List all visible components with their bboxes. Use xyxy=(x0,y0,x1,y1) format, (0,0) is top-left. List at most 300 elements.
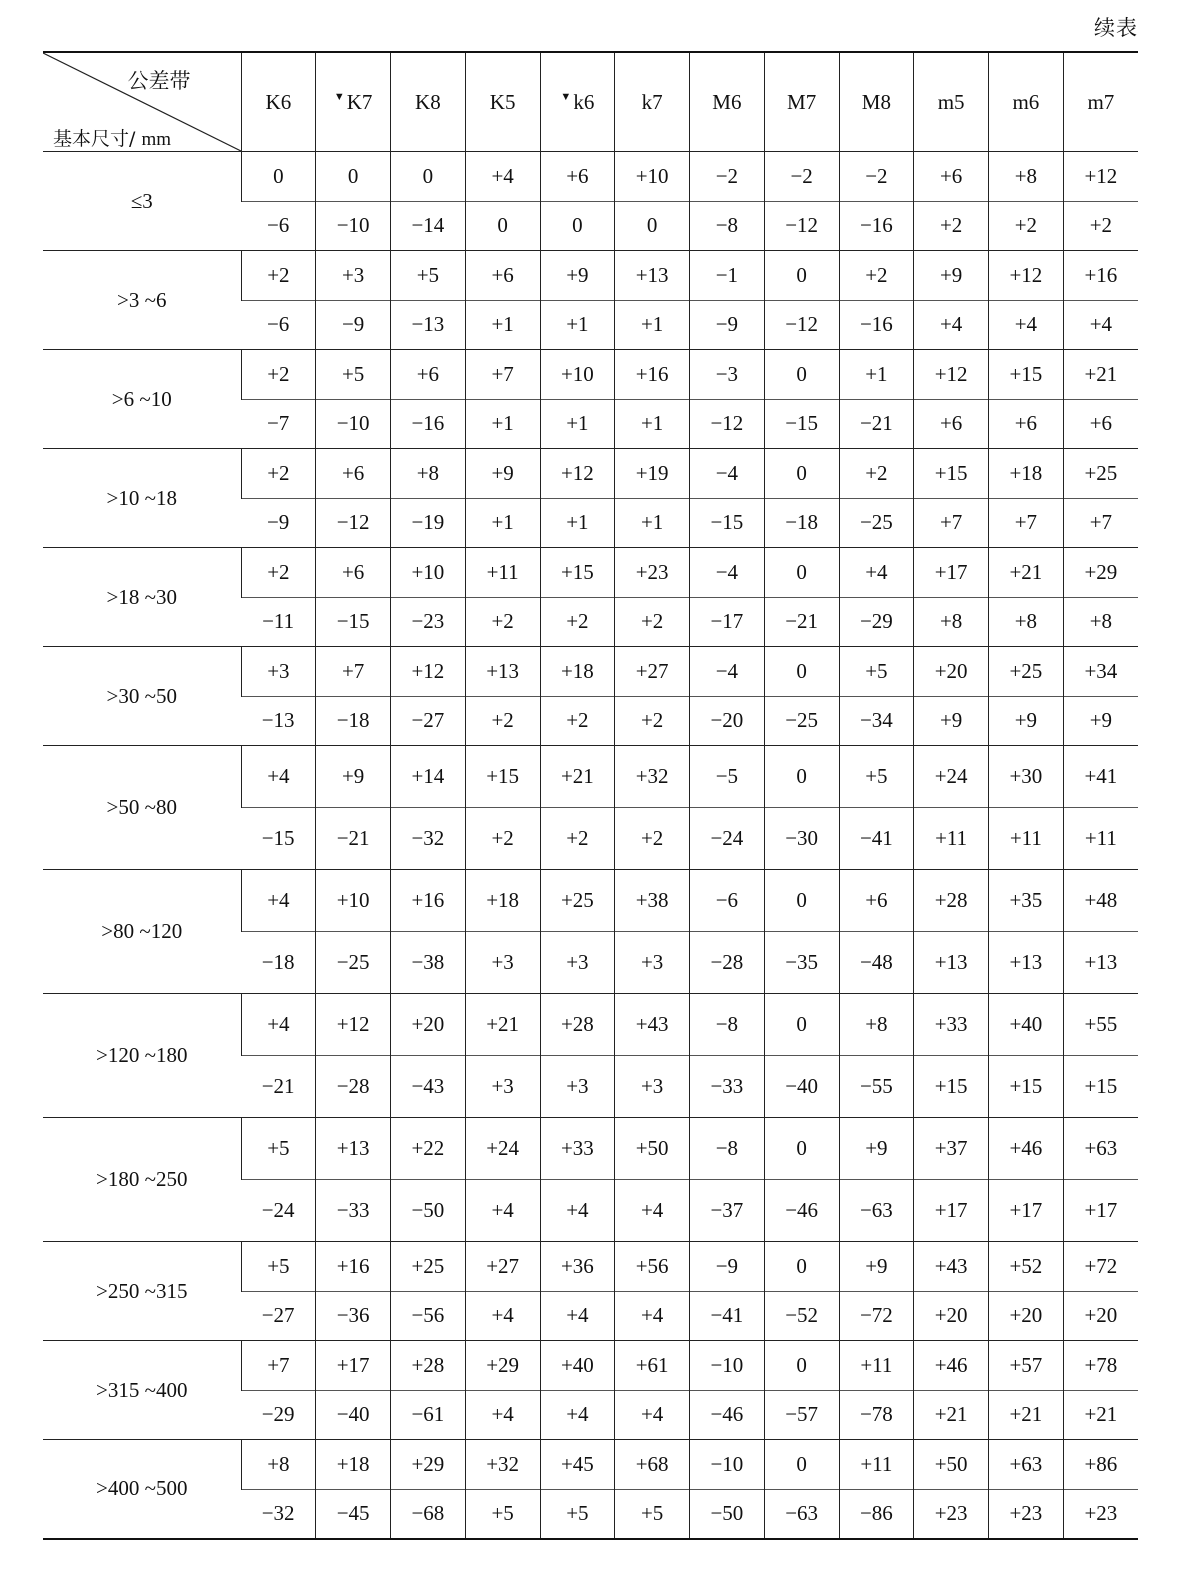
upper-deviation-cell: +72 xyxy=(1063,1242,1138,1292)
upper-deviation-cell: +15 xyxy=(914,449,989,499)
lower-deviation-cell: −30 xyxy=(764,808,839,870)
upper-deviation-cell: 0 xyxy=(391,152,466,202)
lower-deviation-cell: +4 xyxy=(615,1291,690,1341)
lower-deviation-cell: +1 xyxy=(615,498,690,548)
lower-deviation-cell: +4 xyxy=(465,1390,540,1440)
lower-deviation-cell: +2 xyxy=(914,201,989,251)
lower-deviation-cell: +23 xyxy=(989,1489,1064,1539)
column-header xyxy=(989,52,1064,152)
column-header xyxy=(241,52,316,152)
lower-deviation-cell: −29 xyxy=(839,597,914,647)
lower-deviation-cell: −25 xyxy=(839,498,914,548)
upper-deviation-cell: +21 xyxy=(465,994,540,1056)
upper-deviation-cell: −9 xyxy=(690,1242,765,1292)
lower-deviation-cell: −27 xyxy=(241,1291,316,1341)
lower-deviation-cell: −40 xyxy=(764,1056,839,1118)
lower-deviation-cell: +13 xyxy=(989,932,1064,994)
lower-deviation-cell: −28 xyxy=(690,932,765,994)
lower-deviation-cell: +2 xyxy=(540,808,615,870)
upper-deviation-cell: +6 xyxy=(391,350,466,400)
upper-deviation-cell: +5 xyxy=(839,647,914,697)
upper-deviation-cell: +25 xyxy=(540,870,615,932)
upper-deviation-cell: +78 xyxy=(1063,1341,1138,1391)
lower-deviation-cell: −20 xyxy=(690,696,765,746)
lower-deviation-cell: +9 xyxy=(1063,696,1138,746)
upper-deviation-cell: 0 xyxy=(764,870,839,932)
table-row-upper xyxy=(43,870,1138,932)
basic-size-cell: >30 ~50 xyxy=(43,647,241,746)
upper-deviation-cell: +43 xyxy=(914,1242,989,1292)
column-header-label: k6 xyxy=(573,89,595,114)
upper-deviation-cell: +48 xyxy=(1063,870,1138,932)
lower-deviation-cell: +9 xyxy=(914,696,989,746)
lower-deviation-cell: −48 xyxy=(839,932,914,994)
table-body xyxy=(43,152,1138,1539)
upper-deviation-cell: +86 xyxy=(1063,1440,1138,1490)
upper-deviation-cell: +32 xyxy=(465,1440,540,1490)
upper-deviation-cell: +17 xyxy=(316,1341,391,1391)
upper-deviation-cell: 0 xyxy=(764,350,839,400)
lower-deviation-cell: −10 xyxy=(316,201,391,251)
lower-deviation-cell: +2 xyxy=(615,597,690,647)
upper-deviation-cell: +10 xyxy=(391,548,466,598)
lower-deviation-cell: +5 xyxy=(465,1489,540,1539)
lower-deviation-cell: −19 xyxy=(391,498,466,548)
basic-size-cell: >50 ~80 xyxy=(43,746,241,870)
upper-deviation-cell: +13 xyxy=(465,647,540,697)
upper-deviation-cell: +52 xyxy=(989,1242,1064,1292)
lower-deviation-cell: −43 xyxy=(391,1056,466,1118)
upper-deviation-cell: +20 xyxy=(914,647,989,697)
upper-deviation-cell: +68 xyxy=(615,1440,690,1490)
upper-deviation-cell: +29 xyxy=(1063,548,1138,598)
upper-deviation-cell: +1 xyxy=(839,350,914,400)
column-header xyxy=(914,52,989,152)
upper-deviation-cell: +5 xyxy=(316,350,391,400)
upper-deviation-cell: +8 xyxy=(989,152,1064,202)
upper-deviation-cell: +2 xyxy=(839,251,914,301)
upper-deviation-cell: +13 xyxy=(615,251,690,301)
upper-deviation-cell: +5 xyxy=(391,251,466,301)
lower-deviation-cell: +1 xyxy=(465,300,540,350)
upper-deviation-cell: +40 xyxy=(540,1341,615,1391)
upper-deviation-cell: +10 xyxy=(540,350,615,400)
column-header-label: M6 xyxy=(712,89,742,114)
lower-deviation-cell: −12 xyxy=(690,399,765,449)
lower-deviation-cell: −29 xyxy=(241,1390,316,1440)
upper-deviation-cell: +12 xyxy=(391,647,466,697)
upper-deviation-cell: +8 xyxy=(241,1440,316,1490)
upper-deviation-cell: +55 xyxy=(1063,994,1138,1056)
upper-deviation-cell: +2 xyxy=(241,251,316,301)
upper-deviation-cell: +9 xyxy=(914,251,989,301)
lower-deviation-cell: −11 xyxy=(241,597,316,647)
lower-deviation-cell: +8 xyxy=(989,597,1064,647)
lower-deviation-cell: −78 xyxy=(839,1390,914,1440)
column-header-label: m6 xyxy=(1012,89,1040,114)
lower-deviation-cell: −63 xyxy=(764,1489,839,1539)
upper-deviation-cell: +2 xyxy=(241,449,316,499)
lower-deviation-cell: +1 xyxy=(540,498,615,548)
upper-deviation-cell: +27 xyxy=(615,647,690,697)
upper-deviation-cell: +9 xyxy=(839,1242,914,1292)
upper-deviation-cell: +45 xyxy=(540,1440,615,1490)
lower-deviation-cell: +3 xyxy=(615,1056,690,1118)
lower-deviation-cell: −21 xyxy=(764,597,839,647)
upper-deviation-cell: 0 xyxy=(764,1341,839,1391)
lower-deviation-cell: −38 xyxy=(391,932,466,994)
column-header xyxy=(316,52,391,152)
basic-size-cell: ≤3 xyxy=(43,152,241,251)
upper-deviation-cell: +21 xyxy=(540,746,615,808)
upper-deviation-cell: +36 xyxy=(540,1242,615,1292)
upper-deviation-cell: +25 xyxy=(1063,449,1138,499)
table-row-upper xyxy=(43,1118,1138,1180)
upper-deviation-cell: +5 xyxy=(241,1118,316,1180)
lower-deviation-cell: +17 xyxy=(914,1180,989,1242)
lower-deviation-cell: −86 xyxy=(839,1489,914,1539)
lower-deviation-cell: +4 xyxy=(914,300,989,350)
table-row-upper xyxy=(43,350,1138,400)
upper-deviation-cell: +3 xyxy=(316,251,391,301)
upper-deviation-cell: +12 xyxy=(540,449,615,499)
column-header-label: m5 xyxy=(937,89,965,114)
lower-deviation-cell: −14 xyxy=(391,201,466,251)
lower-deviation-cell: −63 xyxy=(839,1180,914,1242)
upper-deviation-cell: +9 xyxy=(839,1118,914,1180)
upper-deviation-cell: +27 xyxy=(465,1242,540,1292)
lower-deviation-cell: +4 xyxy=(615,1180,690,1242)
upper-deviation-cell: +4 xyxy=(465,152,540,202)
lower-deviation-cell: −18 xyxy=(764,498,839,548)
upper-deviation-cell: +4 xyxy=(839,548,914,598)
preferred-marker-icon: ▼ xyxy=(560,90,572,103)
basic-size-cell: >315 ~400 xyxy=(43,1341,241,1440)
lower-deviation-cell: −12 xyxy=(764,300,839,350)
upper-deviation-cell: +12 xyxy=(914,350,989,400)
lower-deviation-cell: −24 xyxy=(241,1180,316,1242)
lower-deviation-cell: +13 xyxy=(914,932,989,994)
upper-deviation-cell: −3 xyxy=(690,350,765,400)
column-header xyxy=(1063,52,1138,152)
lower-deviation-cell: −7 xyxy=(241,399,316,449)
column-header-label: M7 xyxy=(787,89,817,114)
lower-deviation-cell: −50 xyxy=(690,1489,765,1539)
lower-deviation-cell: +15 xyxy=(1063,1056,1138,1118)
lower-deviation-cell: +5 xyxy=(540,1489,615,1539)
upper-deviation-cell: −4 xyxy=(690,548,765,598)
lower-deviation-cell: −33 xyxy=(690,1056,765,1118)
table-row-upper xyxy=(43,1440,1138,1490)
lower-deviation-cell: −15 xyxy=(690,498,765,548)
upper-deviation-cell: +6 xyxy=(914,152,989,202)
lower-deviation-cell: 0 xyxy=(540,201,615,251)
upper-deviation-cell: +16 xyxy=(391,870,466,932)
lower-deviation-cell: −36 xyxy=(316,1291,391,1341)
upper-deviation-cell: −8 xyxy=(690,1118,765,1180)
upper-deviation-cell: +6 xyxy=(839,870,914,932)
upper-deviation-cell: −2 xyxy=(839,152,914,202)
tolerance-zone-label: 公差带 xyxy=(127,69,191,93)
lower-deviation-cell: −6 xyxy=(241,300,316,350)
upper-deviation-cell: +24 xyxy=(465,1118,540,1180)
upper-deviation-cell: 0 xyxy=(764,1242,839,1292)
lower-deviation-cell: −13 xyxy=(391,300,466,350)
upper-deviation-cell: +16 xyxy=(316,1242,391,1292)
lower-deviation-cell: −10 xyxy=(316,399,391,449)
upper-deviation-cell: +6 xyxy=(316,449,391,499)
column-header-label: K7 xyxy=(346,89,373,114)
lower-deviation-cell: −12 xyxy=(316,498,391,548)
lower-deviation-cell: −25 xyxy=(316,932,391,994)
lower-deviation-cell: −50 xyxy=(391,1180,466,1242)
lower-deviation-cell: −8 xyxy=(690,201,765,251)
lower-deviation-cell: −13 xyxy=(241,696,316,746)
upper-deviation-cell: 0 xyxy=(764,994,839,1056)
upper-deviation-cell: +46 xyxy=(914,1341,989,1391)
upper-deviation-cell: +33 xyxy=(540,1118,615,1180)
upper-deviation-cell: +18 xyxy=(316,1440,391,1490)
lower-deviation-cell: +21 xyxy=(989,1390,1064,1440)
lower-deviation-cell: +15 xyxy=(989,1056,1064,1118)
lower-deviation-cell: −41 xyxy=(839,808,914,870)
upper-deviation-cell: +41 xyxy=(1063,746,1138,808)
upper-deviation-cell: 0 xyxy=(764,746,839,808)
upper-deviation-cell: +11 xyxy=(839,1341,914,1391)
basic-size-cell: >250 ~315 xyxy=(43,1242,241,1341)
lower-deviation-cell: +1 xyxy=(540,399,615,449)
lower-deviation-cell: +15 xyxy=(914,1056,989,1118)
lower-deviation-cell: +21 xyxy=(914,1390,989,1440)
upper-deviation-cell: +6 xyxy=(540,152,615,202)
lower-deviation-cell: −46 xyxy=(690,1390,765,1440)
upper-deviation-cell: +43 xyxy=(615,994,690,1056)
upper-deviation-cell: +22 xyxy=(391,1118,466,1180)
lower-deviation-cell: +20 xyxy=(1063,1291,1138,1341)
lower-deviation-cell: −16 xyxy=(391,399,466,449)
lower-deviation-cell: +2 xyxy=(615,808,690,870)
lower-deviation-cell: 0 xyxy=(465,201,540,251)
upper-deviation-cell: 0 xyxy=(241,152,316,202)
upper-deviation-cell: +8 xyxy=(839,994,914,1056)
upper-deviation-cell: +7 xyxy=(465,350,540,400)
upper-deviation-cell: +11 xyxy=(839,1440,914,1490)
upper-deviation-cell: +61 xyxy=(615,1341,690,1391)
upper-deviation-cell: −4 xyxy=(690,449,765,499)
lower-deviation-cell: −27 xyxy=(391,696,466,746)
lower-deviation-cell: −9 xyxy=(690,300,765,350)
upper-deviation-cell: +46 xyxy=(989,1118,1064,1180)
lower-deviation-cell: +1 xyxy=(615,399,690,449)
upper-deviation-cell: +29 xyxy=(391,1440,466,1490)
lower-deviation-cell: +11 xyxy=(914,808,989,870)
column-header xyxy=(764,52,839,152)
basic-size-cell: >10 ~18 xyxy=(43,449,241,548)
lower-deviation-cell: −37 xyxy=(690,1180,765,1242)
lower-deviation-cell: +6 xyxy=(1063,399,1138,449)
upper-deviation-cell: +15 xyxy=(465,746,540,808)
lower-deviation-cell: +4 xyxy=(540,1291,615,1341)
basic-size-label: 基本尺寸/ mm xyxy=(53,128,172,150)
upper-deviation-cell: −2 xyxy=(764,152,839,202)
upper-deviation-cell: +29 xyxy=(465,1341,540,1391)
upper-deviation-cell: +63 xyxy=(1063,1118,1138,1180)
lower-deviation-cell: −28 xyxy=(316,1056,391,1118)
lower-deviation-cell: +13 xyxy=(1063,932,1138,994)
table-row-upper xyxy=(43,548,1138,598)
table-row-upper xyxy=(43,1341,1138,1391)
upper-deviation-cell: +28 xyxy=(391,1341,466,1391)
lower-deviation-cell: +4 xyxy=(989,300,1064,350)
lower-deviation-cell: +2 xyxy=(465,597,540,647)
upper-deviation-cell: +34 xyxy=(1063,647,1138,697)
lower-deviation-cell: −24 xyxy=(690,808,765,870)
lower-deviation-cell: +3 xyxy=(465,932,540,994)
upper-deviation-cell: +5 xyxy=(241,1242,316,1292)
lower-deviation-cell: +3 xyxy=(615,932,690,994)
lower-deviation-cell: +4 xyxy=(1063,300,1138,350)
upper-deviation-cell: +20 xyxy=(391,994,466,1056)
lower-deviation-cell: +11 xyxy=(989,808,1064,870)
column-header xyxy=(391,52,466,152)
lower-deviation-cell: +23 xyxy=(1063,1489,1138,1539)
lower-deviation-cell: +17 xyxy=(1063,1180,1138,1242)
upper-deviation-cell: +50 xyxy=(615,1118,690,1180)
upper-deviation-cell: +12 xyxy=(316,994,391,1056)
lower-deviation-cell: −21 xyxy=(316,808,391,870)
upper-deviation-cell: 0 xyxy=(316,152,391,202)
lower-deviation-cell: +2 xyxy=(465,808,540,870)
upper-deviation-cell: −5 xyxy=(690,746,765,808)
lower-deviation-cell: −40 xyxy=(316,1390,391,1440)
lower-deviation-cell: −25 xyxy=(764,696,839,746)
lower-deviation-cell: −18 xyxy=(316,696,391,746)
upper-deviation-cell: +3 xyxy=(241,647,316,697)
lower-deviation-cell: +17 xyxy=(989,1180,1064,1242)
upper-deviation-cell: +23 xyxy=(615,548,690,598)
upper-deviation-cell: +7 xyxy=(316,647,391,697)
upper-deviation-cell: +63 xyxy=(989,1440,1064,1490)
upper-deviation-cell: +38 xyxy=(615,870,690,932)
tolerance-table xyxy=(43,51,1138,1540)
column-header-label: k7 xyxy=(641,89,663,114)
upper-deviation-cell: +18 xyxy=(540,647,615,697)
lower-deviation-cell: −16 xyxy=(839,300,914,350)
upper-deviation-cell: +28 xyxy=(540,994,615,1056)
column-header-label: M8 xyxy=(861,89,891,114)
basic-size-cell: >3 ~6 xyxy=(43,251,241,350)
lower-deviation-cell: +1 xyxy=(615,300,690,350)
lower-deviation-cell: +6 xyxy=(989,399,1064,449)
column-header-label: K5 xyxy=(489,89,516,114)
lower-deviation-cell: −15 xyxy=(241,808,316,870)
upper-deviation-cell: +21 xyxy=(1063,350,1138,400)
lower-deviation-cell: −32 xyxy=(241,1489,316,1539)
lower-deviation-cell: −32 xyxy=(391,808,466,870)
upper-deviation-cell: +50 xyxy=(914,1440,989,1490)
lower-deviation-cell: +2 xyxy=(615,696,690,746)
upper-deviation-cell: +4 xyxy=(241,870,316,932)
lower-deviation-cell: −57 xyxy=(764,1390,839,1440)
table-row-upper xyxy=(43,994,1138,1056)
lower-deviation-cell: −9 xyxy=(316,300,391,350)
upper-deviation-cell: +30 xyxy=(989,746,1064,808)
basic-size-cell: >18 ~30 xyxy=(43,548,241,647)
lower-deviation-cell: +7 xyxy=(914,498,989,548)
lower-deviation-cell: −33 xyxy=(316,1180,391,1242)
upper-deviation-cell: +16 xyxy=(615,350,690,400)
lower-deviation-cell: +2 xyxy=(540,597,615,647)
column-header-label: K6 xyxy=(265,89,292,114)
lower-deviation-cell: −6 xyxy=(241,201,316,251)
lower-deviation-cell: +2 xyxy=(1063,201,1138,251)
table-row-upper xyxy=(43,746,1138,808)
lower-deviation-cell: +4 xyxy=(540,1390,615,1440)
lower-deviation-cell: +7 xyxy=(1063,498,1138,548)
upper-deviation-cell: 0 xyxy=(764,251,839,301)
continued-label: 续表 xyxy=(1094,16,1138,40)
upper-deviation-cell: +56 xyxy=(615,1242,690,1292)
lower-deviation-cell: +4 xyxy=(465,1180,540,1242)
lower-deviation-cell: +8 xyxy=(1063,597,1138,647)
upper-deviation-cell: +10 xyxy=(615,152,690,202)
upper-deviation-cell: +12 xyxy=(989,251,1064,301)
table-row-upper xyxy=(43,647,1138,697)
upper-deviation-cell: 0 xyxy=(764,548,839,598)
lower-deviation-cell: +20 xyxy=(914,1291,989,1341)
upper-deviation-cell: 0 xyxy=(764,1440,839,1490)
upper-deviation-cell: +6 xyxy=(465,251,540,301)
corner-header xyxy=(43,52,241,152)
lower-deviation-cell: +6 xyxy=(914,399,989,449)
lower-deviation-cell: −35 xyxy=(764,932,839,994)
lower-deviation-cell: +23 xyxy=(914,1489,989,1539)
lower-deviation-cell: +1 xyxy=(465,399,540,449)
lower-deviation-cell: −21 xyxy=(839,399,914,449)
lower-deviation-cell: −23 xyxy=(391,597,466,647)
column-header-label: K8 xyxy=(415,89,441,114)
lower-deviation-cell: +8 xyxy=(914,597,989,647)
basic-size-cell: >120 ~180 xyxy=(43,994,241,1118)
lower-deviation-cell: −16 xyxy=(839,201,914,251)
table-row-upper xyxy=(43,1242,1138,1292)
upper-deviation-cell: +21 xyxy=(989,548,1064,598)
lower-deviation-cell: −56 xyxy=(391,1291,466,1341)
upper-deviation-cell: +19 xyxy=(615,449,690,499)
upper-deviation-cell: +14 xyxy=(391,746,466,808)
lower-deviation-cell: +4 xyxy=(465,1291,540,1341)
lower-deviation-cell: −17 xyxy=(690,597,765,647)
upper-deviation-cell: +24 xyxy=(914,746,989,808)
lower-deviation-cell: −72 xyxy=(839,1291,914,1341)
lower-deviation-cell: −61 xyxy=(391,1390,466,1440)
column-header-label: m7 xyxy=(1087,89,1115,114)
upper-deviation-cell: +28 xyxy=(914,870,989,932)
lower-deviation-cell: +11 xyxy=(1063,808,1138,870)
upper-deviation-cell: +12 xyxy=(1063,152,1138,202)
upper-deviation-cell: +7 xyxy=(241,1341,316,1391)
column-header xyxy=(690,52,765,152)
upper-deviation-cell: +15 xyxy=(989,350,1064,400)
table-row-upper xyxy=(43,152,1138,202)
lower-deviation-cell: −68 xyxy=(391,1489,466,1539)
upper-deviation-cell: +9 xyxy=(540,251,615,301)
lower-deviation-cell: 0 xyxy=(615,201,690,251)
upper-deviation-cell: +16 xyxy=(1063,251,1138,301)
upper-deviation-cell: +9 xyxy=(316,746,391,808)
upper-deviation-cell: +35 xyxy=(989,870,1064,932)
lower-deviation-cell: +2 xyxy=(989,201,1064,251)
